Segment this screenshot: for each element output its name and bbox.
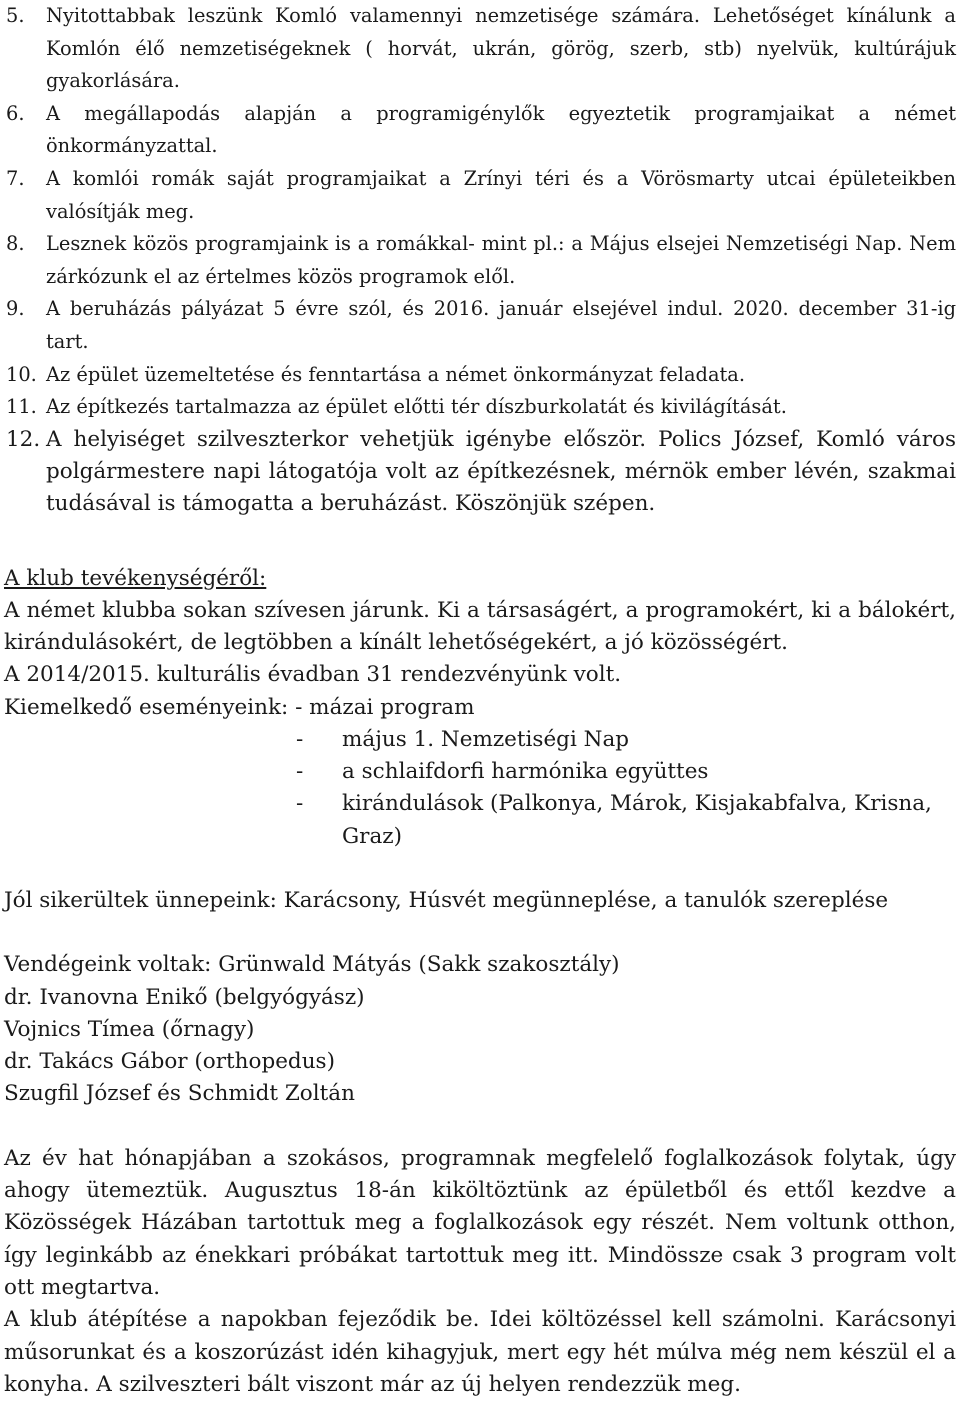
list-item <box>0 163 960 228</box>
highlight-text: a schlaifdorfi harmónika együttes <box>342 759 709 785</box>
body-paragraph: Az év hat hónapjában a szokásos, programnak megfelelő foglalkozások folytak, úgy ahogy ütemeztük. Augusztus 18-án kiköltöztünk az épületből és ettől kezdve a Közösségek Házában tartottuk meg a foglalkozások egy részét. Nem voltunk otthon, így leginkább az énekkari próbákat tartottuk meg itt. Mindössze csak 3 program volt ott megtartva. <box>4 1145 956 1300</box>
list-item <box>0 0 960 98</box>
spacer <box>4 1111 956 1143</box>
dash-marker: - <box>296 726 304 752</box>
dash-marker: - <box>296 791 304 817</box>
guest-line: dr. Takács Gábor (orthopedus) <box>4 1049 335 1075</box>
list-item-number: 10. <box>6 362 37 386</box>
list-item <box>296 756 956 788</box>
guest-line: Szugfil József és Schmidt Zoltán <box>4 1081 355 1107</box>
list-item-number: 7. <box>6 166 25 190</box>
club-section <box>0 563 960 1402</box>
dash-marker: - <box>296 759 304 785</box>
highlight-text: május 1. Nemzetiségi Nap <box>342 726 630 752</box>
list-item <box>0 391 960 424</box>
list-item <box>296 788 956 853</box>
list-item <box>0 293 960 358</box>
list-item-number: 6. <box>6 101 25 125</box>
list-item-text: A megállapodás alapján a programigénylők egyeztetik programjaikat a német önkormányzattal. <box>46 101 956 158</box>
guest-line: Vojnics Tímea (őrnagy) <box>4 1016 255 1042</box>
list-item-text: Az építkezés tartalmazza az épület előtti tér díszburkolatát és kivilágítását. <box>46 395 787 419</box>
body-paragraph: A klub átépítése a napokban fejeződik be. Idei költözéssel kell számolni. Karácsonyi műsorunkat és a koszorúzást idén kihagyjuk, mert egy hét múlva még nem készül el a konyha. A szilveszteri bált viszont már az új helyen rendezzük meg. <box>4 1307 956 1397</box>
section-heading: A klub tevékenységéről: <box>4 565 267 591</box>
spacer <box>4 853 956 885</box>
season-line: A 2014/2015. kulturális évadban 31 rendezvényünk volt. <box>4 662 622 688</box>
celebrations-line: Jól sikerültek ünnepeink: Karácsony, Húsvét megünneplése, a tanulók szereplése <box>4 887 889 913</box>
spacer <box>4 917 956 949</box>
highlight-text: kirándulások (Palkonya, Márok, Kisjakabfalva, Krisna, Graz) <box>342 791 932 849</box>
list-item-text: A beruházás pályázat 5 évre szól, és 2016. január elsejével indul. 2020. december 31-ig tart. <box>46 297 956 353</box>
list-item <box>0 359 960 392</box>
list-item <box>0 424 960 521</box>
list-item-number: 11. <box>6 395 37 419</box>
numbered-list <box>0 0 960 521</box>
list-item-text: A komlói romák saját programjaikat a Zrínyi téri és a Vörösmarty utcai épületeikben valósítják meg. <box>46 166 956 223</box>
list-item <box>0 228 960 293</box>
list-item-text: A helyiséget szilveszterkor vehetjük igénybe először. Polics József, Komló város polgármestere napi látogatója volt az építkezésnek, mérnök ember lévén, szakmai tudásával is támogatta a beruházást. Köszönjük szépen. <box>46 426 956 517</box>
list-item-text: Az épület üzemeltetése és fenntartása a német önkormányzat feladata. <box>46 362 746 386</box>
list-item-number: 8. <box>6 232 25 256</box>
list-item-number: 12. <box>6 426 41 452</box>
list-item-number: 5. <box>6 4 25 27</box>
guest-line: dr. Ivanovna Enikő (belgyógyász) <box>4 984 365 1010</box>
list-item-text: Nyitottabbak leszünk Komló valamennyi nemzetisége számára. Lehetőséget kínálunk a Komlón élő nemzetiségeknek ( horvát, ukrán, görög, szerb, stb) nyelvük, kultúrájuk gyakorlására. <box>46 4 956 93</box>
highlights-list <box>4 724 956 853</box>
list-item <box>0 98 960 163</box>
guest-line: Vendégeink voltak: Grünwald Mátyás (Sakk szakosztály) <box>4 952 620 978</box>
list-item-number: 9. <box>6 297 25 321</box>
list-item <box>296 724 956 756</box>
highlights-label: Kiemelkedő eseményeink: - mázai program <box>4 694 475 720</box>
list-item-text: Lesznek közös programjaink is a romákkal- mint pl.: a Május elsejei Nemzetiségi Nap. Nem zárkózunk el az értelmes közös programok elől. <box>46 232 956 288</box>
intro-paragraph: A német klubba sokan szívesen járunk. Ki a társaságért, a programokért, ki a bálokért, kirándulásokért, de legtöbben a kínált lehetőségekért, a jó közösségért. <box>4 597 956 655</box>
